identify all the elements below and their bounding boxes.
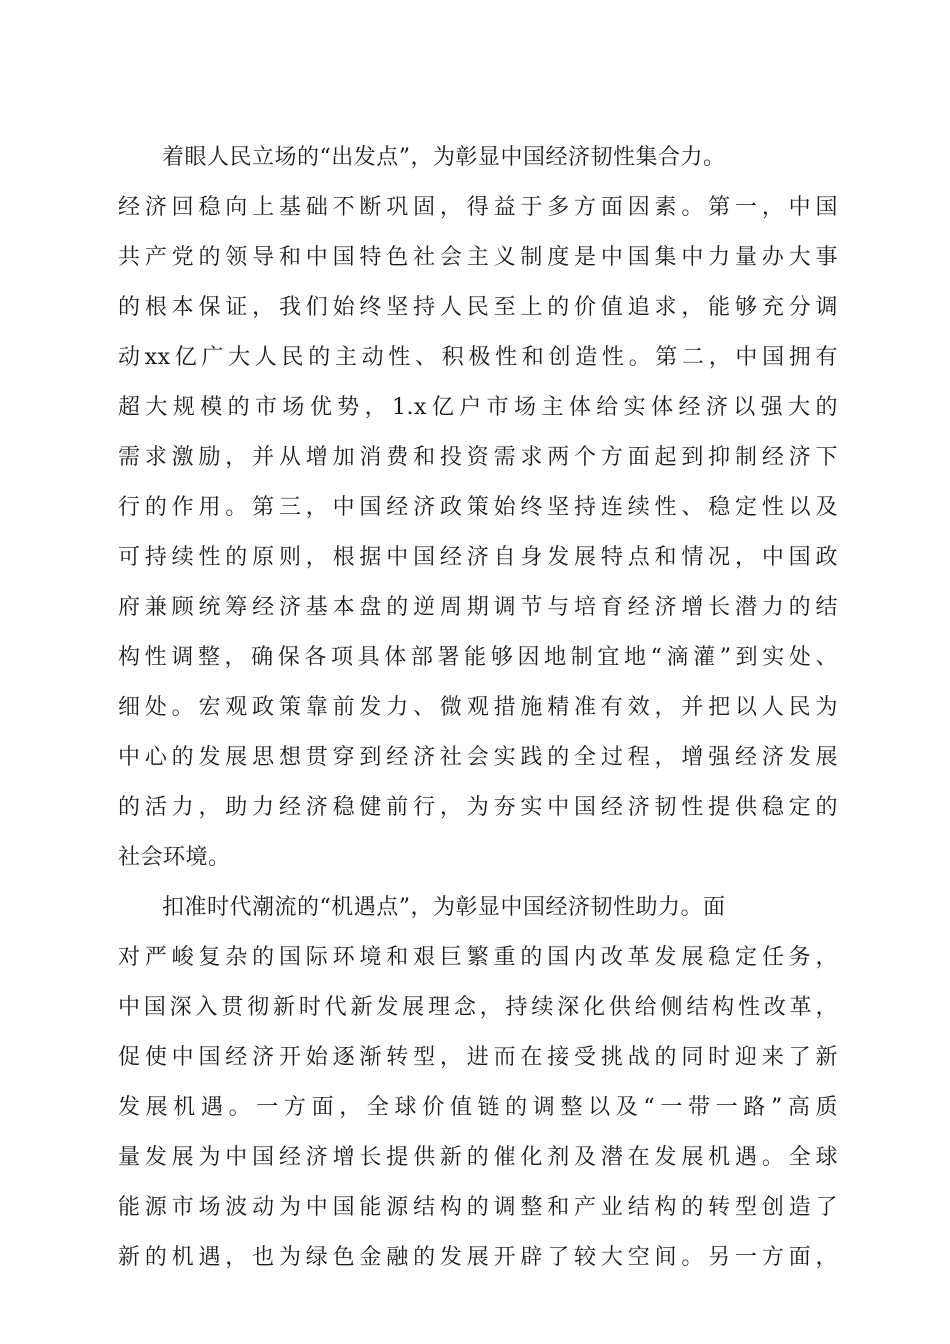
text-line: 的活力，助力经济稳健前行，为夯实中国经济韧性提供稳定的 xyxy=(118,795,838,820)
text-line: 中国深入贯彻新时代新发展理念，持续深化供给侧结构性改革， xyxy=(118,995,838,1020)
text-line: 中心的发展思想贯穿到经济社会实践的全过程，增强经济发展 xyxy=(118,745,838,770)
text-line: 府兼顾统筹经济基本盘的逆周期调节与培育经济增长潜力的结 xyxy=(118,595,838,620)
text-line: 构性调整，确保各项具体部署能够因地制宜地“滴灌”到实处、 xyxy=(118,645,838,670)
text-line: 量发展为中国经济增长提供新的催化剂及潜在发展机遇。全球 xyxy=(118,1145,838,1170)
text-line: 对严峻复杂的国际环境和艰巨繁重的国内改革发展稳定任务， xyxy=(118,945,838,970)
text-line: 着眼人民立场的“出发点”，为彰显中国经济韧性集合力。 xyxy=(162,145,726,170)
text-line: 共产党的领导和中国特色社会主义制度是中国集中力量办大事 xyxy=(118,245,838,270)
text-line: 行的作用。第三，中国经济政策始终坚持连续性、稳定性以及 xyxy=(118,495,838,520)
text-line: 需求激励，并从增加消费和投资需求两个方面起到抑制经济下 xyxy=(118,445,838,470)
text-line: 促使中国经济开始逐渐转型，进而在接受挑战的同时迎来了新 xyxy=(118,1045,838,1070)
text-line: 超大规模的市场优势，1.x亿户市场主体给实体经济以强大的 xyxy=(118,395,838,420)
text-line: 社会环境。 xyxy=(118,845,231,870)
text-line: 可持续性的原则，根据中国经济自身发展特点和情况，中国政 xyxy=(118,545,838,570)
text-line: 动xx亿广大人民的主动性、积极性和创造性。第二，中国拥有 xyxy=(118,345,838,370)
text-line: 的根本保证，我们始终坚持人民至上的价值追求，能够充分调 xyxy=(118,295,838,320)
text-line: 新的机遇，也为绿色金融的发展开辟了较大空间。另一方面， xyxy=(118,1245,838,1270)
text-line: 发展机遇。一方面，全球价值链的调整以及“一带一路”高质 xyxy=(118,1095,838,1120)
text-line: 细处。宏观政策靠前发力、微观措施精准有效，并把以人民为 xyxy=(118,695,838,720)
text-line: 能源市场波动为中国能源结构的调整和产业结构的转型创造了 xyxy=(118,1195,838,1220)
text-line: 扣准时代潮流的“机遇点”，为彰显中国经济韧性助力。面 xyxy=(162,895,726,920)
text-line: 经济回稳向上基础不断巩固，得益于多方面因素。第一，中国 xyxy=(118,195,838,220)
